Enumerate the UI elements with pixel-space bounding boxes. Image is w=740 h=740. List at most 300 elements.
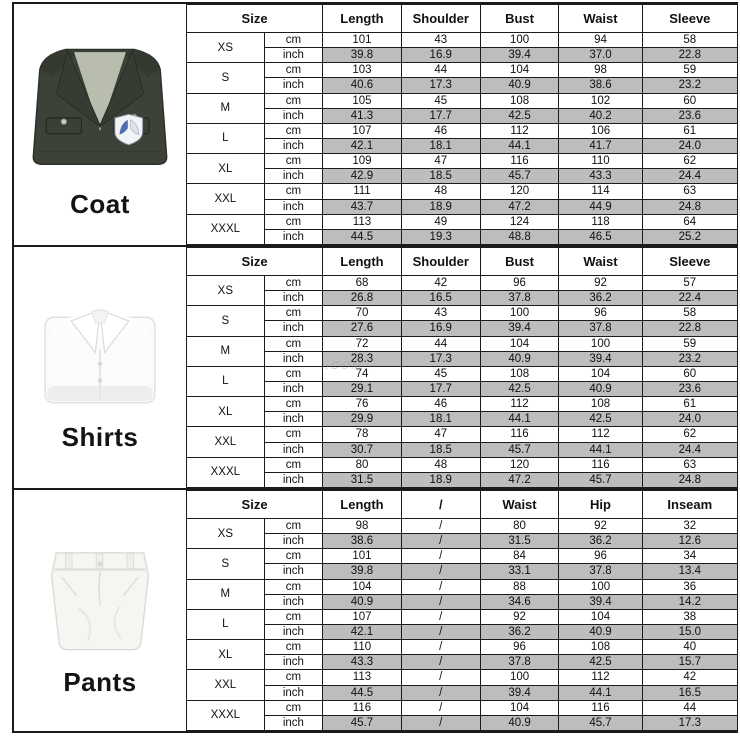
value-cell: 44.5 [323,229,402,244]
unit-cell: cm [264,427,322,442]
unit-cell: inch [264,442,322,457]
value-cell: 48 [401,457,480,472]
value-cell: 38 [642,609,737,624]
table-row-cm [187,366,738,381]
garment-label: Shirts [61,422,139,452]
value-cell: 78 [323,427,402,442]
table-row-inch [187,199,738,214]
table-row-cm [187,214,738,229]
unit-cell: cm [264,457,322,472]
table-row-cm [187,549,738,564]
column-header: Size [187,491,323,519]
size-chart-section [14,490,738,731]
value-cell: 59 [642,63,737,78]
value-cell: 116 [559,457,642,472]
value-cell: 116 [480,427,559,442]
value-cell: 13.4 [642,564,737,579]
table-header-row [187,248,738,276]
value-cell: 41.7 [559,138,642,153]
value-cell: 42.1 [323,624,402,639]
value-cell: 42.5 [559,655,642,670]
coat-pocket-button [61,119,67,125]
value-cell: 113 [323,670,402,685]
value-cell: 39.4 [480,48,559,63]
garment-label: Pants [63,667,137,697]
table-row-inch [187,564,738,579]
value-cell: 105 [323,93,402,108]
value-cell: 42.1 [323,138,402,153]
size-cell: XL [187,154,265,184]
size-table [186,490,738,731]
value-cell: 45 [401,93,480,108]
table-row-inch [187,685,738,700]
table-row-inch [187,108,738,123]
pants-fly [99,571,100,605]
garment-panel [14,247,186,488]
table-row-inch [187,138,738,153]
table-row-cm [187,33,738,48]
table-row-cm [187,457,738,472]
size-cell: L [187,123,265,153]
value-cell: 44 [401,336,480,351]
value-cell: 43 [401,33,480,48]
table-row-cm [187,306,738,321]
value-cell: 44.9 [559,199,642,214]
value-cell: / [401,700,480,715]
value-cell: 47.2 [480,472,559,487]
table-row-cm [187,93,738,108]
value-cell: 22.8 [642,48,737,63]
value-cell: 31.5 [480,534,559,549]
value-cell: 108 [559,397,642,412]
value-cell: 15.0 [642,624,737,639]
value-cell: 15.7 [642,655,737,670]
value-cell: 40 [642,640,737,655]
table-row-cm [187,123,738,138]
table-row-cm [187,184,738,199]
value-cell: 46 [401,397,480,412]
value-cell: 18.9 [401,472,480,487]
value-cell: 28.3 [323,351,402,366]
value-cell: / [401,640,480,655]
value-cell: 108 [559,640,642,655]
value-cell: 24.4 [642,169,737,184]
size-cell: XL [187,640,265,670]
value-cell: 80 [480,519,559,534]
value-cell: / [401,534,480,549]
value-cell: 18.5 [401,169,480,184]
pants-button [98,562,103,567]
unit-cell: cm [264,366,322,381]
value-cell: 49 [401,214,480,229]
unit-cell: inch [264,108,322,123]
unit-cell: cm [264,154,322,169]
value-cell: 18.9 [401,199,480,214]
column-header: Length [323,5,402,33]
table-row-inch [187,291,738,306]
unit-cell: inch [264,381,322,396]
value-cell: 18.5 [401,442,480,457]
value-cell: 108 [480,366,559,381]
value-cell: 17.3 [401,351,480,366]
value-cell: 59 [642,336,737,351]
value-cell: 63 [642,457,737,472]
value-cell: 104 [480,336,559,351]
value-cell: 44.1 [559,442,642,457]
table-row-cm [187,640,738,655]
value-cell: 103 [323,63,402,78]
value-cell: 16.9 [401,48,480,63]
value-cell: 16.5 [401,291,480,306]
value-cell: 88 [480,579,559,594]
value-cell: 42 [401,276,480,291]
value-cell: 64 [642,214,737,229]
value-cell: 94 [559,33,642,48]
value-cell: 39.4 [559,351,642,366]
value-cell: 47 [401,154,480,169]
shirt-button-2 [98,378,102,382]
size-chart-section [14,247,738,490]
column-header: Hip [559,491,642,519]
value-cell: / [401,655,480,670]
unit-cell: cm [264,276,322,291]
value-cell: 45.7 [480,169,559,184]
value-cell: 124 [480,214,559,229]
value-cell: 42.5 [559,412,642,427]
value-cell: 34 [642,549,737,564]
unit-cell: inch [264,169,322,184]
column-header: Shoulder [401,5,480,33]
value-cell: / [401,519,480,534]
size-cell: XXL [187,427,265,457]
value-cell: 43.3 [559,169,642,184]
size-cell: XL [187,397,265,427]
value-cell: 112 [480,123,559,138]
unit-cell: cm [264,397,322,412]
value-cell: 45.7 [480,442,559,457]
shirt-button-1 [98,362,102,366]
value-cell: 58 [642,33,737,48]
value-cell: 46 [401,123,480,138]
value-cell: 31.5 [323,472,402,487]
value-cell: 46.5 [559,229,642,244]
value-cell: 76 [323,397,402,412]
value-cell: 80 [323,457,402,472]
value-cell: 30.7 [323,442,402,457]
unit-cell: cm [264,579,322,594]
value-cell: 114 [559,184,642,199]
unit-cell: cm [264,700,322,715]
value-cell: 37.8 [480,291,559,306]
value-cell: 38.6 [559,78,642,93]
garment-panel [14,4,186,245]
value-cell: / [401,594,480,609]
value-cell: 23.2 [642,78,737,93]
garment-label: Coat [70,189,130,219]
value-cell: 113 [323,214,402,229]
value-cell: 25.2 [642,229,737,244]
column-header: Shoulder [401,248,480,276]
size-chart-section [14,4,738,247]
scout-emblem-shield [115,114,143,145]
value-cell: 24.0 [642,412,737,427]
value-cell: 60 [642,93,737,108]
size-cell: S [187,549,265,579]
unit-cell: cm [264,33,322,48]
value-cell: 72 [323,336,402,351]
value-cell: 43 [401,306,480,321]
value-cell: 40.9 [480,351,559,366]
value-cell: / [401,564,480,579]
pants-belt-loop-1 [66,554,73,569]
table-row-cm [187,609,738,624]
column-header: Bust [480,248,559,276]
pants-belt-loop-3 [127,554,134,569]
unit-cell: inch [264,229,322,244]
value-cell: 96 [480,276,559,291]
value-cell: 102 [559,93,642,108]
value-cell: 47 [401,427,480,442]
size-cell: M [187,336,265,366]
unit-cell: cm [264,519,322,534]
value-cell: 118 [559,214,642,229]
table-row-inch [187,412,738,427]
value-cell: 40.2 [559,108,642,123]
unit-cell: cm [264,214,322,229]
size-cell: XS [187,519,265,549]
table-row-inch [187,655,738,670]
table-row-cm [187,276,738,291]
value-cell: 107 [323,123,402,138]
unit-cell: cm [264,184,322,199]
value-cell: 45.7 [559,715,642,730]
value-cell: / [401,609,480,624]
value-cell: 44 [642,700,737,715]
value-cell: 37.0 [559,48,642,63]
table-row-cm [187,397,738,412]
value-cell: 39.8 [323,564,402,579]
value-cell: 39.4 [480,321,559,336]
value-cell: 40.6 [323,78,402,93]
table-row-inch [187,715,738,730]
unit-cell: inch [264,351,322,366]
table-row-inch [187,48,738,63]
value-cell: 70 [323,306,402,321]
value-cell: 110 [323,640,402,655]
shirt-image [30,282,170,414]
value-cell: 100 [559,336,642,351]
value-cell: / [401,685,480,700]
value-cell: 42.5 [480,381,559,396]
value-cell: 100 [480,306,559,321]
value-cell: 17.7 [401,108,480,123]
value-cell: 18.1 [401,412,480,427]
value-cell: 48 [401,184,480,199]
value-cell: / [401,624,480,639]
value-cell: 62 [642,154,737,169]
pants-image [30,523,170,659]
value-cell: 37.8 [480,655,559,670]
size-table-panel [186,4,738,245]
value-cell: 84 [480,549,559,564]
value-cell: 22.8 [642,321,737,336]
value-cell: 38.6 [323,534,402,549]
value-cell: 116 [480,154,559,169]
value-cell: 96 [559,549,642,564]
unit-cell: inch [264,685,322,700]
unit-cell: cm [264,336,322,351]
unit-cell: inch [264,655,322,670]
table-header-row [187,491,738,519]
unit-cell: inch [264,48,322,63]
garment-panel [14,490,186,731]
size-cell: L [187,366,265,396]
value-cell: 24.4 [642,442,737,457]
value-cell: 36.2 [559,291,642,306]
size-cell: XS [187,33,265,63]
unit-cell: inch [264,534,322,549]
unit-cell: cm [264,63,322,78]
size-cell: S [187,306,265,336]
value-cell: 43.7 [323,199,402,214]
unit-cell: inch [264,472,322,487]
value-cell: 120 [480,457,559,472]
value-cell: 92 [559,276,642,291]
unit-cell: inch [264,412,322,427]
table-row-inch [187,169,738,184]
size-cell: XXXL [187,214,265,244]
value-cell: 108 [480,93,559,108]
column-header: Sleeve [642,248,737,276]
value-cell: / [401,715,480,730]
unit-cell: cm [264,670,322,685]
table-row-inch [187,472,738,487]
value-cell: 116 [559,700,642,715]
value-cell: 57 [642,276,737,291]
value-cell: 104 [559,609,642,624]
pants-belt-loop-2 [96,554,103,569]
value-cell: 16.9 [401,321,480,336]
table-row-inch [187,534,738,549]
unit-cell: inch [264,321,322,336]
value-cell: 44.1 [480,138,559,153]
unit-cell: cm [264,93,322,108]
value-cell: 40.9 [559,624,642,639]
value-cell: 100 [480,33,559,48]
table-row-inch [187,381,738,396]
value-cell: 23.2 [642,351,737,366]
coat-image [21,29,179,181]
unit-cell: inch [264,564,322,579]
column-header: Length [323,491,402,519]
value-cell: 47.2 [480,199,559,214]
value-cell: 42.5 [480,108,559,123]
column-header: / [401,491,480,519]
watermark: .COM [325,360,364,372]
value-cell: 58 [642,306,737,321]
value-cell: 101 [323,549,402,564]
column-header: Size [187,5,323,33]
value-cell: 36.2 [480,624,559,639]
unit-cell: cm [264,549,322,564]
value-cell: 39.4 [480,685,559,700]
unit-cell: inch [264,78,322,93]
value-cell: 68 [323,276,402,291]
table-row-cm [187,519,738,534]
value-cell: 92 [559,519,642,534]
table-row-cm [187,63,738,78]
value-cell: 96 [480,640,559,655]
value-cell: 37.8 [559,321,642,336]
value-cell: 24.0 [642,138,737,153]
value-cell: 17.3 [401,78,480,93]
value-cell: 96 [559,306,642,321]
value-cell: 36 [642,579,737,594]
size-cell: L [187,609,265,639]
table-row-inch [187,78,738,93]
value-cell: 37.8 [559,564,642,579]
size-table [186,247,738,488]
unit-cell: inch [264,624,322,639]
value-cell: 29.9 [323,412,402,427]
value-cell: 44.5 [323,685,402,700]
value-cell: 40.9 [480,78,559,93]
value-cell: 62 [642,427,737,442]
size-table-panel [186,247,738,488]
value-cell: 45.7 [559,472,642,487]
value-cell: 61 [642,397,737,412]
value-cell: 100 [480,670,559,685]
value-cell: 107 [323,609,402,624]
value-cell: 40.9 [323,594,402,609]
value-cell: 33.1 [480,564,559,579]
unit-cell: cm [264,640,322,655]
value-cell: 19.3 [401,229,480,244]
value-cell: 36.2 [559,534,642,549]
value-cell: 43.3 [323,655,402,670]
table-row-cm [187,427,738,442]
value-cell: 112 [559,670,642,685]
value-cell: / [401,549,480,564]
size-chart-frame [12,2,738,733]
value-cell: 111 [323,184,402,199]
column-header: Length [323,248,402,276]
size-cell: XXL [187,670,265,700]
value-cell: 45 [401,366,480,381]
value-cell: 116 [323,700,402,715]
value-cell: 26.8 [323,291,402,306]
value-cell: 112 [559,427,642,442]
unit-cell: cm [264,609,322,624]
value-cell: 98 [323,519,402,534]
column-header: Sleeve [642,5,737,33]
value-cell: 104 [480,63,559,78]
size-cell: M [187,579,265,609]
value-cell: 120 [480,184,559,199]
unit-cell: cm [264,123,322,138]
table-row-inch [187,442,738,457]
value-cell: 101 [323,33,402,48]
table-row-inch [187,624,738,639]
value-cell: 14.2 [642,594,737,609]
value-cell: 112 [480,397,559,412]
value-cell: 110 [559,154,642,169]
value-cell: 12.6 [642,534,737,549]
value-cell: 23.6 [642,108,737,123]
size-cell: XXXL [187,457,265,487]
value-cell: 63 [642,184,737,199]
table-row-cm [187,579,738,594]
